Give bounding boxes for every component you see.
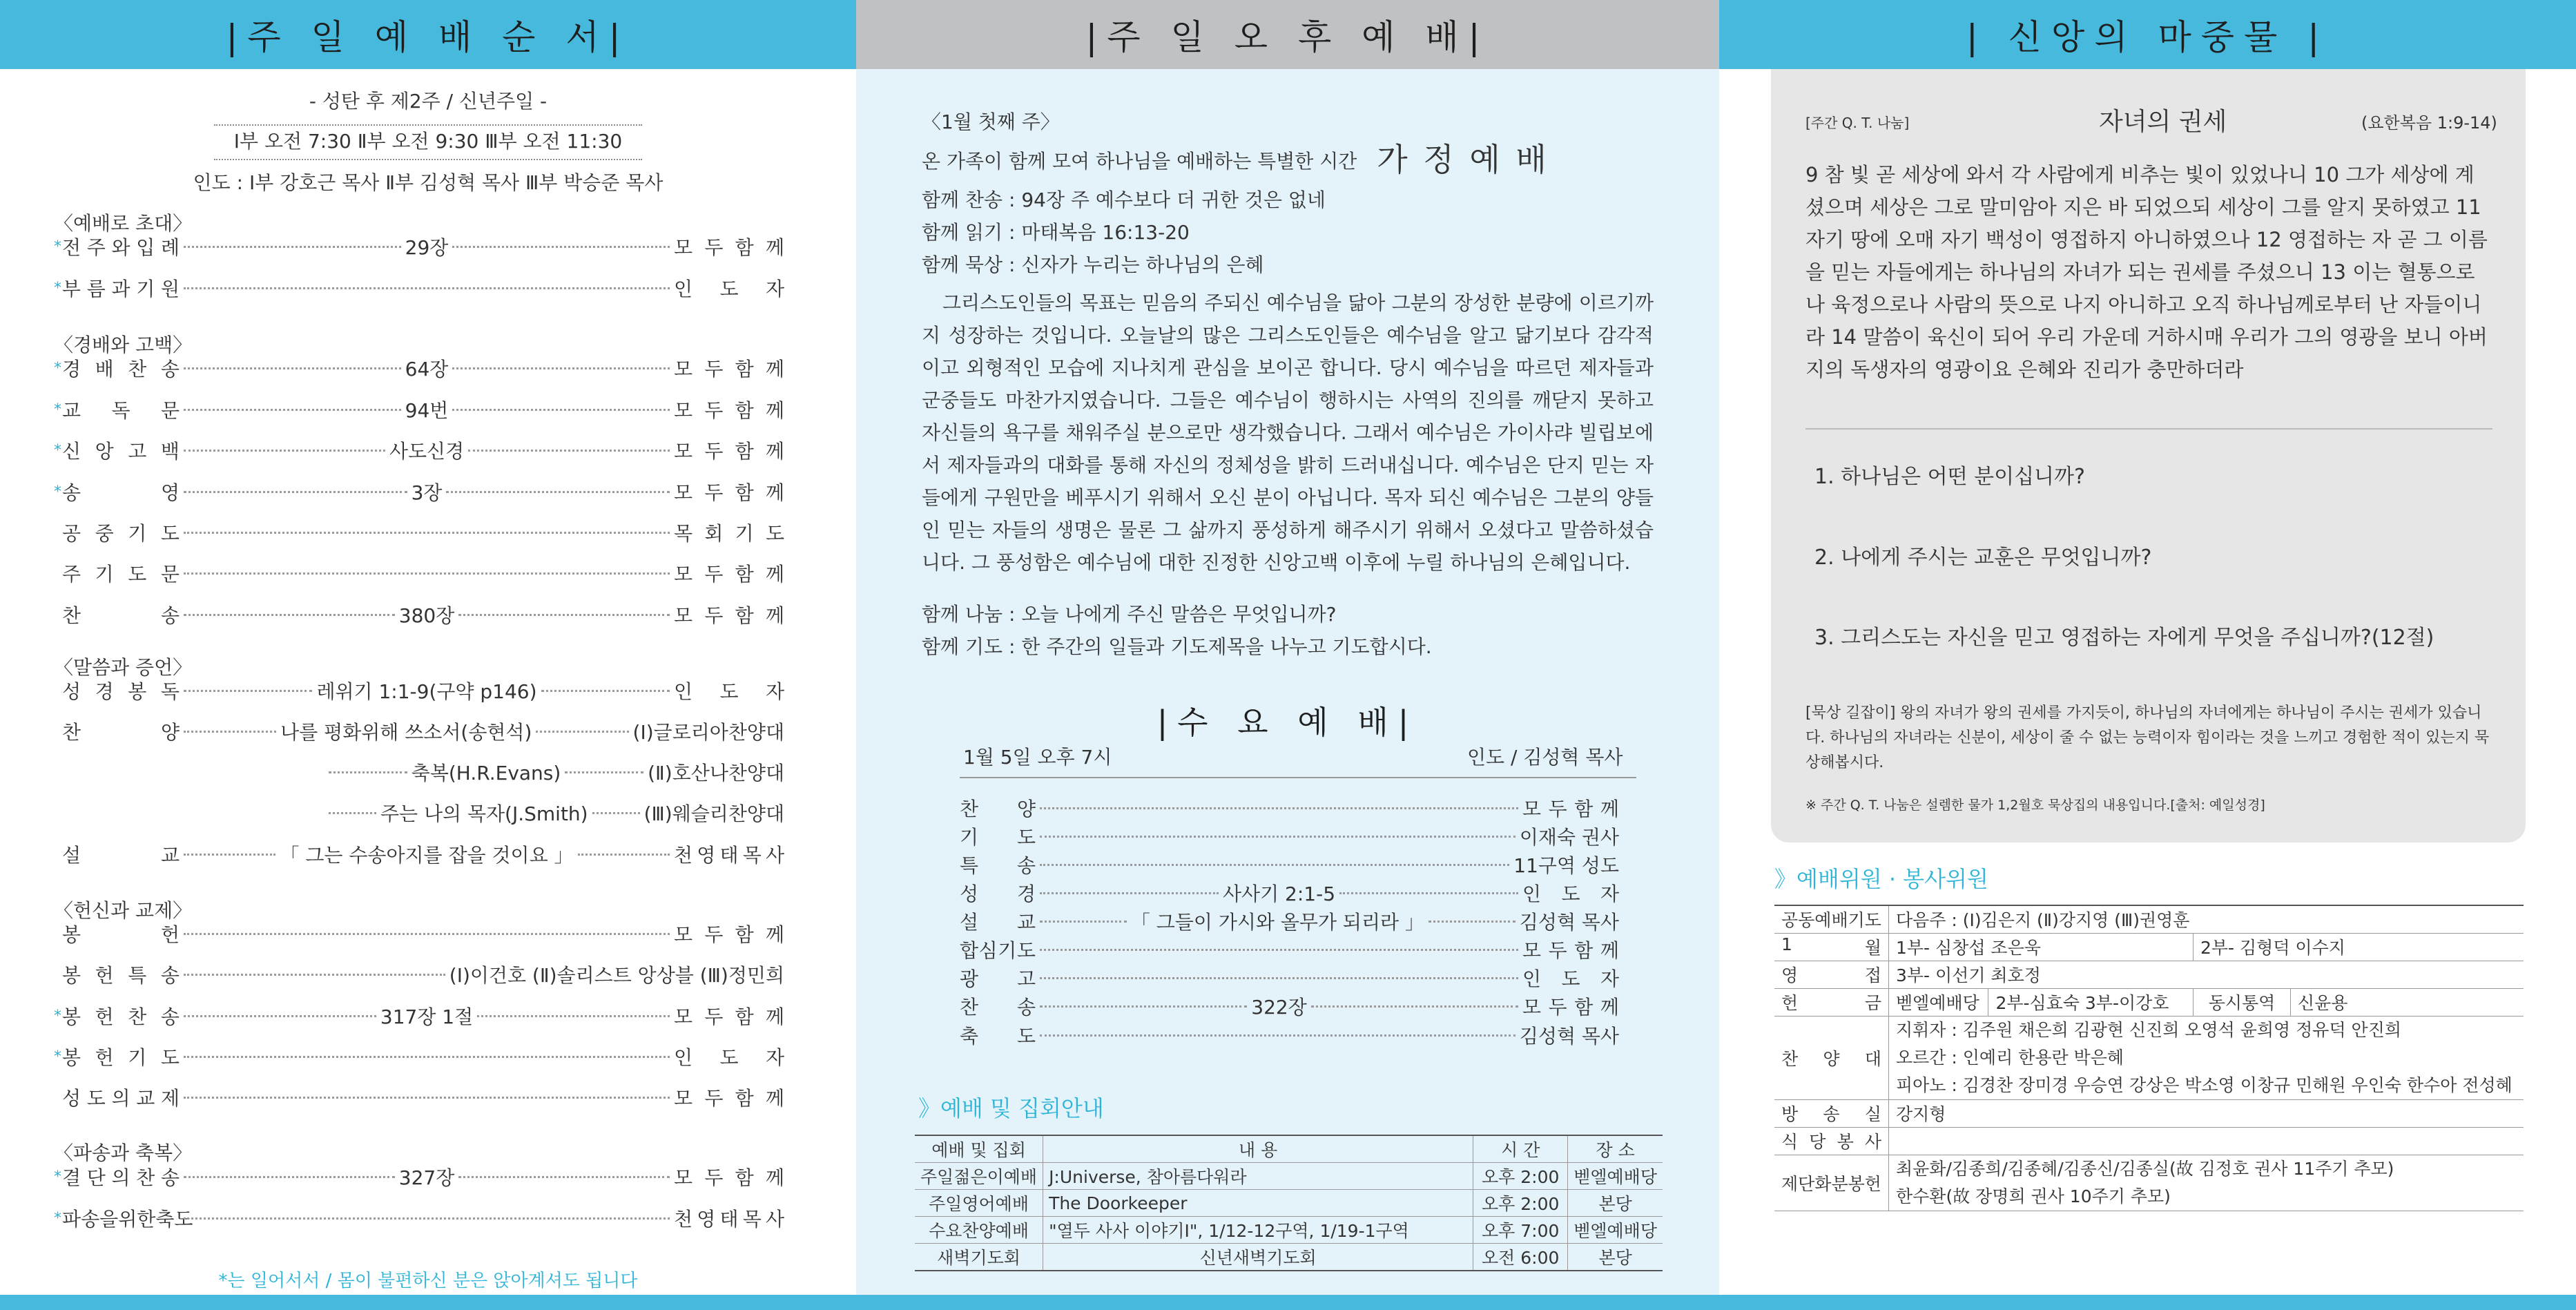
order-content: 사도신경 [389,440,465,463]
order-person: (Ⅰ)이건호 (Ⅱ)솔리스트 앙상블 (Ⅲ)정민희 [449,964,784,987]
dot-leader [1040,836,1515,838]
table-cell: 제단화분봉헌 [1774,1155,1889,1211]
divider [960,777,1636,778]
standing-mark: * [54,238,61,256]
wednesday-row [960,880,1619,906]
order-label: 결 단 의 찬 송 [62,1166,180,1189]
dot-leader [468,450,670,452]
table-cell: 오전 6:00 [1473,1244,1568,1271]
wednesday-label: 성 경 [960,883,1036,905]
table-cell [1889,1016,2524,1099]
dot-leader [578,854,670,856]
standing-mark: * [54,1209,61,1227]
dot-leader [184,690,312,692]
wednesday-label: 찬 양 [960,798,1036,820]
table-cell: 본당 [1568,1190,1663,1217]
wednesday-person: 11구역 성도 [1513,854,1619,877]
order-label: 교 독 문 [62,399,180,422]
standing-mark: * [54,401,61,418]
wednesday-label: 찬 송 [960,996,1036,1019]
table-row [915,1217,1663,1244]
standing-mark: * [54,441,61,459]
wednesday-content: 322장 [1251,996,1307,1019]
standing-note: *는 일어서서 / 몸이 불편하신 분은 앉아계셔도 됩니다 [218,1271,638,1291]
family-hymn: 함께 찬송 : 94장 주 예수보다 더 귀한 것은 없네 [922,189,1326,211]
order-label: 공 중 기 도 [62,522,180,545]
order-person: 모 두 함 께 [674,563,784,586]
qt-tag: [주간 Q. T. 나눔] [1805,115,1910,131]
dot-leader [1040,977,1518,979]
order-person: 인 도 자 [674,1046,784,1069]
wednesday-person: 모 두 함 께 [1522,798,1619,820]
meetings-title: 》예배 및 집회안내 [918,1095,1104,1121]
order-row [325,799,784,827]
row-key: 찬 양 대 [1781,1048,1881,1069]
choir-conductors: 지휘자 : 김주원 채은희 김광현 신진희 오영석 윤희영 정유덕 안진희 [1896,1019,2401,1040]
order-label: 봉 헌 [62,923,180,946]
divider [1805,428,2492,430]
dot-leader [184,491,407,493]
family-devotion-text: 그리스도인들의 목표는 믿음의 주되신 예수님을 닮아 그분의 장성한 분량에 이르기까지 성장하는 것입니다. 오늘날의 많은 그리스도인들은 예수님을 알고 닮기보다 감각적이고 외형적인 모습에 지나치게 관심을 보이곤 합니다. 당시 예수님을 따르던 제자들과 군중들도 마찬가지였습니다. 그들은 예수님이 행하시는 사역의 진의를 깨닫지 못하고 자신들의 욕구를 채워주실 분으로만 생각했습니다. 그래서 예수님은 가이사랴 빌립보에서 제자들과의 대화를 통해 자신의 정체성을 밝히 드러내십니다. 예수님은 단지 믿는 자들에게 구원만을 베푸시기 위해서 오신 분이 아닙니다. 목자 되신 예수님은 그분의 양들인 믿는 자들의 생명은 물론 그 삶까지 풍성하게 해주시기 위해서 오셨다고 말씀하셨습니다. 그 풍성함은 예수님에 대한 진정한 신앙고백 이후에 누릴 하나님의 은혜입니다. [922,291,1654,574]
order-person: 인 도 자 [674,278,784,300]
meetings-table [915,1135,1663,1271]
dot-leader [1339,892,1518,894]
table-cell: 본당 [1568,1244,1663,1271]
wednesday-row [960,1022,1619,1048]
section-heading: 〈헌신과 교제〉 [54,899,193,922]
order-label: 성 도 의 교 제 [62,1087,180,1110]
order-person: 모 두 함 께 [674,236,784,259]
choir-organists: 오르간 : 인예리 한용란 박은혜 [1896,1047,2124,1068]
dot-leader [184,854,275,856]
wednesday-row [960,908,1619,934]
order-content: 「 그는 수송아지를 잡을 것이요 」 [280,844,574,867]
section-heading: 〈파송과 축복〉 [54,1142,193,1164]
qt-question: 2. 나에게 주시는 교훈은 무엇입니까? [1814,546,2152,570]
order-row [54,274,784,302]
order-label: 경 배 찬 송 [62,358,180,381]
row-key: 영 접 [1781,965,1881,985]
order-label: 성 경 봉 독 [62,680,180,703]
dot-leader [1040,921,1127,923]
order-row [54,559,784,587]
table-cell: 1부- 심창섭 조은욱 [1889,933,2194,961]
dot-leader [184,974,445,976]
dot-leader [1429,921,1515,923]
order-label: 봉 헌 기 도 [62,1046,180,1069]
family-intro [922,135,1549,180]
service-times: Ⅰ부 오전 7:30 Ⅱ부 오전 9:30 Ⅲ부 오전 11:30 [214,124,642,160]
order-label: 설 교 [62,844,180,867]
order-row [54,519,784,546]
table-cell: 벧엘예배당 [1568,1163,1663,1190]
table-cell [1774,1016,1889,1099]
order-content: 94번 [405,399,449,422]
dot-leader [184,367,401,369]
wednesday-person: 인 도 자 [1522,967,1619,990]
order-content: 나를 평화위해 쓰소서(송현석) [280,721,532,744]
order-row [325,758,784,786]
order-row [54,436,784,464]
qt-reference: (요한복음 1:9-14) [2361,113,2497,133]
wednesday-date: 1월 5일 오후 7시 [963,746,1112,769]
table-row [915,1244,1663,1271]
wednesday-person: 김성혁 목사 [1519,911,1619,934]
dot-leader [452,246,670,248]
wednesday-row [960,965,1619,991]
order-person: 모 두 함 께 [674,1005,785,1028]
table-cell [1774,1127,1889,1155]
order-row [54,233,784,260]
qt-question: 1. 하나님은 어떤 분이십니까? [1814,465,2085,489]
dot-leader [184,1015,376,1017]
qt-title: 자녀의 권세 [2099,108,2227,136]
family-intro-text: 온 가족이 함께 모여 하나님을 예배하는 특별한 시간 [922,150,1357,173]
order-person: 모 두 함 께 [674,399,784,422]
table-cell [1889,1155,2524,1211]
table-cell: 오후 2:00 [1473,1163,1568,1190]
family-worship-title: 가 정 예 배 [1377,141,1549,178]
order-content: 레위기 1:1-9(구약 p146) [316,680,537,703]
dot-leader [329,812,376,814]
order-row [54,1043,784,1070]
table-cell: 3부- 이선기 최호정 [1889,961,2524,988]
standing-mark: * [54,1007,61,1025]
dot-leader [565,771,643,773]
table-cell: "열두 사사 이야기Ⅰ", 1/12-12구역, 1/19-1구역 [1043,1217,1473,1244]
table-cell [1774,1099,1889,1127]
order-content: 380장 [398,604,455,627]
order-row [54,840,784,868]
order-row [54,396,784,423]
order-content: 327장 [398,1166,455,1189]
dot-leader [458,1176,670,1178]
wednesday-row [960,823,1619,849]
dot-leader [184,1097,670,1099]
service-leaders: 인도 : Ⅰ부 강호근 목사 Ⅱ부 김성혁 목사 Ⅲ부 박승준 목사 [193,171,664,194]
qt-question: 3. 그리스도는 자신을 믿고 영접하는 자에게 무엇을 주십니까?(12절) [1814,626,2434,650]
order-row [54,354,784,382]
table-cell: 2부- 김형덕 이수지 [2194,933,2524,961]
order-label: 주 기 도 문 [62,563,180,586]
table-cell [1774,933,1889,961]
table-cell [1774,961,1889,988]
order-row [54,677,784,704]
order-label: 봉 헌 찬 송 [62,1005,180,1028]
table-cell: 동시통역 [2194,988,2291,1016]
section-heading: 〈경배와 고백〉 [54,334,193,356]
order-person: (Ⅰ)글로리아찬양대 [632,721,784,744]
wednesday-row [960,993,1619,1019]
dot-leader [184,1176,395,1178]
standing-mark: * [54,1168,61,1186]
dot-leader [446,491,670,493]
dot-leader [184,1217,670,1220]
order-label: 송 영 [62,481,180,504]
wednesday-row [960,851,1619,878]
row-key: 헌 금 [1781,993,1881,1013]
row-key: 1 월 [1781,934,1881,958]
table-cell: 새벽기도회 [915,1244,1043,1271]
dot-leader [184,450,385,452]
dot-leader [184,287,670,289]
wednesday-person: 이재숙 권사 [1519,826,1619,849]
wednesday-label: 합 심 기 도 [960,939,1036,962]
row-key: 식 당 봉 사 [1781,1132,1881,1152]
order-content: 64장 [405,358,449,381]
order-person: 모 두 함 께 [674,1087,784,1110]
dot-leader [184,572,670,575]
order-label: 봉 헌 특 송 [62,964,180,987]
dot-leader [1040,892,1219,894]
table-cell: 다음주 : (Ⅰ)김은지 (Ⅱ)강지영 (Ⅲ)권영훈 [1889,905,2524,933]
staff-title: 》예배위원 · 봉사위원 [1774,866,1988,892]
column-header: 시 간 [1473,1135,1568,1163]
dot-leader [452,367,670,369]
dot-leader [536,731,628,733]
wednesday-row [960,936,1619,963]
wednesday-content: 사사기 2:1-5 [1222,883,1336,905]
table-cell: 신윤용 [2291,988,2524,1016]
wednesday-person: 모 두 함 께 [1522,996,1619,1019]
table-cell: J:Universe, 참아름다워라 [1043,1163,1473,1190]
wednesday-label: 광 고 [960,967,1036,990]
column-header: 내 용 [1043,1135,1473,1163]
dot-leader [184,731,276,733]
order-row [54,1083,784,1111]
order-person: 모 두 함 께 [674,358,784,381]
table-cell: 벧엘예배당 [1568,1217,1663,1244]
table-row [1774,1016,2524,1099]
order-label: 찬 송 [62,604,180,627]
table-cell: 수요찬양예배 [915,1217,1043,1244]
dot-leader [541,690,670,692]
family-prayer: 함께 기도 : 한 주간의 일들과 기도제목을 나누고 기도합시다. [922,635,1432,658]
dot-leader [1311,1005,1518,1008]
column-header: 예배 및 집회 [915,1135,1043,1163]
table-row [1774,961,2524,988]
standing-mark: * [54,483,61,501]
row-key: 방 송 실 [1781,1104,1881,1124]
worship-order-header: |주 일 예 배 순 서| [0,0,856,69]
table-header-row [915,1135,1663,1163]
choir-pianists: 피아노 : 김경찬 장미경 우승연 강상은 박소영 이창규 민해원 우인숙 한수아 전성혜 [1896,1075,2512,1095]
order-content: 29장 [405,236,449,259]
dot-leader [184,1056,670,1058]
order-row [54,1002,784,1030]
order-row [54,920,784,947]
table-cell: 벧엘예배당 [1889,988,1988,1016]
faith-header: | 신앙의 마중물 | [1719,0,2576,69]
family-meditation: 함께 묵상 : 신자가 누리는 하나님의 은혜 [922,253,1264,276]
standing-mark: * [54,359,61,377]
table-row [1774,933,2524,961]
dot-leader [592,812,640,814]
standing-mark: * [54,1048,61,1066]
column-header: 장 소 [1568,1135,1663,1163]
dot-leader [1040,1005,1247,1008]
table-cell: 오후 2:00 [1473,1190,1568,1217]
service-subtitle: - 성탄 후 제2주 / 신년주일 - [309,90,548,113]
table-cell: 공동예배기도 [1774,905,1889,933]
order-content: 축복(H.R.Evans) [411,762,561,784]
qt-verse: 9 참 빛 곧 세상에 와서 각 사람에게 비추는 빛이 있었나니 10 그가 세상에 계셨으며 세상은 그로 말미암아 지은 바 되었으되 세상이 그를 알지 못하였고 11 자기 땅에 오매 자기 백성이 영접하지 아니하였으나 12 영접하는 자 곧 그 이름을 믿는 자들에게는 하나님의 자녀가 되는 권세를 주셨으니 13 이는 혈통으로나 육정으로나 사람의 뜻으로 나지 아니하고 오직 하나님께로부터 난 자들이니라 14 말씀이 육신이 되어 우리 가운데 거하시매 우리가 그의 영광을 보니 아버지의 독생자의 영광이요 은혜와 진리가 충만하더라 [1805,163,2488,381]
order-person: 모 두 함 께 [674,440,785,463]
table-cell: 2부-심효숙 3부-이강호 [1988,988,2194,1016]
order-person: (Ⅱ)호산나찬양대 [648,762,785,784]
table-row [1774,1099,2524,1127]
table-row [915,1190,1663,1217]
order-person: 모 두 함 께 [674,481,784,504]
order-person: 천 영 태 목 사 [674,1208,784,1231]
table-row [915,1163,1663,1190]
wednesday-label: 특 송 [960,854,1036,877]
dot-leader [452,409,670,411]
afternoon-worship-header: |주 일 오 후 예 배| [856,0,1719,69]
section-heading: 〈예배로 초대〉 [54,212,193,235]
bottom-bar [0,1295,2576,1310]
table-row [1774,988,2524,1016]
order-row [54,478,784,505]
family-share: 함께 나눔 : 오늘 나에게 주신 말씀은 무엇입니까? [922,603,1337,626]
dot-leader [477,1015,670,1017]
order-label: 부 름 과 기 원 [62,278,180,300]
order-row [54,1163,784,1191]
wednesday-label: 축 도 [960,1025,1036,1048]
order-row [54,601,784,628]
wednesday-worship-title: |수 요 예 배| [1156,704,1419,741]
table-cell: 오후 7:00 [1473,1217,1568,1244]
wednesday-label: 기 도 [960,826,1036,849]
wednesday-label: 설 교 [960,911,1036,934]
order-content: 317장 1절 [380,1005,474,1028]
order-person: 모 두 함 께 [674,1166,784,1189]
wednesday-leader: 인도 / 김성혁 목사 [1467,746,1623,769]
order-label: 신 앙 고 백 [62,440,180,463]
order-content: 3장 [411,481,443,504]
meditation-guide: [묵상 길잡이] 왕의 자녀가 왕의 권세를 가지듯이, 하나님의 자녀에게는 하나님이 주시는 권세가 있습니다. 하나님의 자녀라는 신분이, 세상이 줄 수 없는 능력이자 힘이라는 것을 느끼고 경험한 적이 있는지 묵상해봅시다. [1805,704,2490,771]
wednesday-content: 「 그들이 가시와 올무가 되리라 」 [1130,911,1424,934]
dot-leader [1040,1034,1515,1037]
order-person: 목 회 기 도 [674,522,784,545]
dot-leader [1040,864,1509,866]
table-cell: 주일젊은이예배 [915,1163,1043,1190]
flower-offering-1: 최윤화/김종희/김종혜/김종신/김종실(故 김정호 권사 11주기 추모) [1896,1158,2394,1179]
dot-leader [458,614,670,616]
order-label: 파 송 을 위 한 축 도 [62,1208,193,1231]
table-cell: 신년새벽기도회 [1043,1244,1473,1271]
order-row [54,1204,784,1232]
dot-leader [184,614,395,616]
wednesday-person: 인 도 자 [1522,883,1619,905]
table-cell: 주일영어예배 [915,1190,1043,1217]
order-label: 전 주 와 입 례 [62,236,180,259]
qt-source: ※ 주간 Q. T. 나눔은 설렘한 물가 1,2월호 묵상집의 내용입니다.[출처: 예일성경] [1805,798,2265,813]
dot-leader [184,246,401,248]
section-heading: 〈말씀과 증언〉 [54,656,193,679]
flower-offering-2: 한수환(故 장명희 권사 10주기 추모) [1896,1186,2171,1206]
table-cell: 강지형 [1889,1099,2524,1127]
table-cell [1774,988,1889,1016]
dot-leader [184,532,670,534]
dot-leader [1040,807,1518,809]
order-person: 인 도 자 [674,680,784,703]
table-row [1774,1155,2524,1211]
dot-leader [184,933,670,935]
wednesday-person: 김성혁 목사 [1519,1025,1619,1048]
family-reading: 함께 읽기 : 마태복음 16:13-20 [922,221,1190,244]
order-person: 천 영 태 목 사 [674,844,784,867]
order-content: 주는 나의 목자(J.Smith) [380,802,588,825]
order-row [54,717,784,745]
table-cell [1889,1127,2524,1155]
dot-leader [1040,949,1518,951]
order-row [54,961,784,988]
wednesday-row [960,795,1619,821]
standing-mark: * [54,279,61,297]
order-label: 찬 양 [62,721,180,744]
table-row [1774,1127,2524,1155]
dot-leader [184,409,401,411]
order-person: (Ⅲ)웨슬리찬양대 [643,802,785,825]
table-row [1774,905,2524,933]
dot-leader [329,771,407,773]
week-label: 〈1월 첫째 주〉 [922,110,1060,133]
order-person: 모 두 함 께 [674,604,784,627]
wednesday-person: 모 두 함 께 [1522,939,1619,962]
order-person: 모 두 함 께 [674,923,784,946]
table-cell: The Doorkeeper [1043,1190,1473,1217]
staff-table [1774,905,2524,1211]
